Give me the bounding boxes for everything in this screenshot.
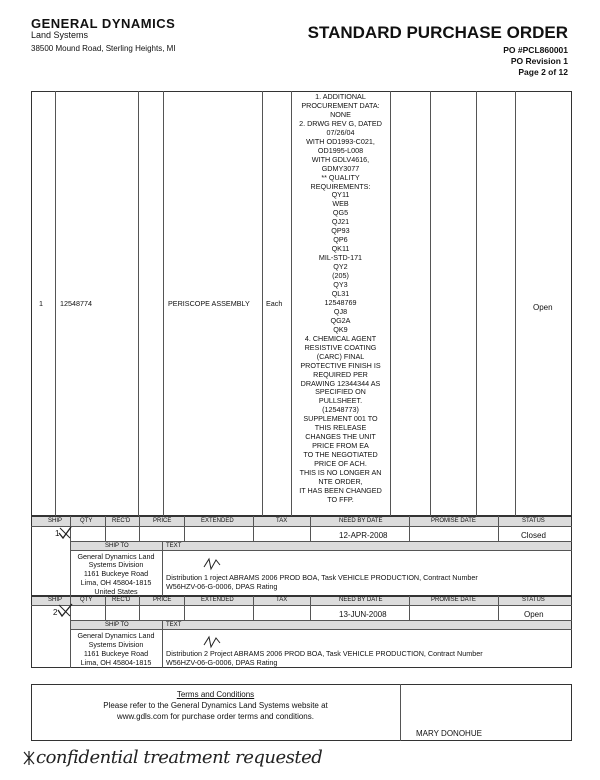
price-header: PRICE (153, 597, 172, 603)
need-by-date: 13-JUN-2008 (339, 610, 387, 619)
note-line: REQUIRED PER (313, 369, 368, 379)
company-address: 38500 Mound Road, Sterling Heights, MI (31, 44, 176, 53)
terms-line: www.gdls.com for purchase order terms and conditions. (117, 712, 314, 721)
company-name: GENERAL DYNAMICS (31, 16, 176, 31)
note-line: QY2 (333, 262, 348, 272)
ship-header: SHIP (48, 597, 63, 603)
note-line: WEB (332, 199, 349, 209)
ship-to-line: General Dynamics Land (77, 552, 155, 561)
shipment-text: Distribution 1 roject ABRAMS 2006 PROD BOA, Task VEHICLE PRODUCTION, Contract Number (166, 573, 478, 582)
check-mark-icon (58, 526, 72, 540)
note-line: QP93 (331, 226, 350, 236)
note-line: PROCUREMENT DATA: (301, 100, 380, 110)
shipment-status: Open (524, 610, 544, 619)
status-header: STATUS (522, 518, 545, 524)
ship-to-line: Lima, OH 45804-1815 (80, 658, 152, 667)
note-line: ** QUALITY (321, 172, 360, 182)
note-line: THIS IS NO LONGER AN (299, 468, 382, 478)
note-line: QG2A (330, 315, 351, 325)
asterisk-mark-icon (22, 750, 36, 766)
ship-to-line: Lima, OH 45804-1815 (80, 578, 152, 587)
note-line: PULLSHEET. (318, 396, 363, 406)
ship-header: SHIP (48, 518, 63, 524)
terms-line: Please refer to the General Dynamics Land Systems website at (103, 701, 328, 710)
note-line: WITH GDLV4616, (311, 154, 370, 164)
shipment-status: Closed (521, 531, 546, 540)
recd-header: REC'D (112, 518, 131, 524)
promise-header: PROMISE DATE (431, 597, 476, 603)
note-line: THIS RELEASE (314, 423, 367, 433)
note-line: GDMY3077 (321, 163, 360, 173)
note-line: PRICE OF ACH. (314, 459, 367, 469)
note-line: 12548769 (324, 297, 357, 307)
ship-to-line: Systems Division (88, 640, 144, 649)
note-line: QJ21 (331, 217, 350, 227)
handwritten-mark-icon (203, 635, 221, 649)
note-line: RESISTIVE COATING (304, 342, 377, 352)
note-line: 1. ADDITIONAL (315, 92, 366, 101)
note-line: PROTECTIVE FINISH IS (300, 360, 381, 370)
ship-to-line: 1161 Buckeye Road (83, 649, 149, 658)
item-description: PERISCOPE ASSEMBLY (168, 299, 250, 308)
note-line: QY3 (333, 280, 348, 290)
shipment-number: 2 (53, 608, 58, 617)
status-header: STATUS (522, 597, 545, 603)
line-number: 1 (39, 299, 43, 308)
note-line: 4. CHEMICAL AGENT (304, 333, 377, 343)
note-line: (CARC) FINAL (316, 351, 365, 361)
extended-header: EXTENDED (201, 518, 234, 524)
tax-header: TAX (276, 518, 288, 524)
shipment-text: Distribution 2 Project ABRAMS 2006 PROD BOA, Task VEHICLE PRODUCTION, Contract Number (166, 649, 483, 658)
promise-header: PROMISE DATE (431, 518, 476, 524)
extended-header: EXTENDED (201, 597, 234, 603)
unit-of-measure: Each (266, 299, 283, 308)
shipment-text: W56HZV-06-G-0006, DPAS Rating (166, 582, 278, 591)
note-line: DRAWING 12344344 AS (300, 378, 381, 388)
note-line: TO FFP. (327, 494, 354, 504)
handwritten-note: confidential treatment requested (36, 747, 323, 768)
price-header: PRICE (153, 518, 172, 524)
need-by-header: NEED BY DATE (339, 597, 383, 603)
handwritten-mark-icon (203, 557, 221, 571)
po-title: STANDARD PURCHASE ORDER (307, 23, 568, 42)
po-page: Page 2 of 12 (518, 67, 568, 77)
note-line: SUPPLEMENT 001 TO (303, 414, 378, 424)
part-number: 12548774 (60, 299, 92, 308)
note-line: OD1995-L008 (317, 145, 364, 155)
company-division: Land Systems (31, 30, 89, 40)
need-by-date: 12-APR-2008 (339, 531, 388, 540)
ship-to-line: General Dynamics Land (77, 631, 155, 640)
note-line: CHANGES THE UNIT (305, 432, 376, 442)
text-header: TEXT (166, 622, 182, 628)
note-line: REQUIREMENTS: (310, 181, 371, 191)
line-status: Open (533, 303, 553, 312)
qty-header: QTY (80, 518, 93, 524)
line-notes (291, 93, 390, 505)
note-line: QP6 (333, 235, 348, 245)
note-line: IT HAS BEEN CHANGED (299, 485, 382, 495)
note-line: SPECIFIED ON (315, 387, 366, 397)
note-line: PRICE FROM EA (312, 441, 369, 451)
qty-header: QTY (80, 597, 93, 603)
terms-title[interactable]: Terms and Conditions (176, 690, 255, 699)
note-line: QY11 (331, 190, 350, 200)
ship-to-line: United States (94, 587, 138, 596)
shipment-text: W56HZV-06-G-0006, DPAS Rating (166, 658, 278, 667)
need-by-header: NEED BY DATE (339, 518, 383, 524)
note-line: (205) (332, 271, 349, 281)
note-line: QJ8 (333, 306, 348, 316)
ship-to-header: SHIP TO (105, 622, 129, 628)
text-header: TEXT (166, 543, 182, 549)
signer-name: MARY DONOHUE (416, 729, 482, 738)
note-line: TO THE NEGOTIATED (303, 450, 378, 460)
note-line: 07/26/04 (326, 127, 355, 137)
ship-to-line: 1161 Buckeye Road (83, 569, 149, 578)
note-line: 2. DRWG REV G, DATED (299, 118, 382, 128)
po-revision: PO Revision 1 (510, 56, 568, 66)
note-line: QG5 (332, 208, 349, 218)
ship-to-line: Systems Division (88, 560, 144, 569)
note-line: QK9 (333, 324, 348, 334)
note-line: MIL-STD-171 (318, 253, 363, 263)
po-number: PO #PCL860001 (503, 45, 568, 55)
tax-header: TAX (276, 597, 288, 603)
ship-to-header: SHIP TO (105, 543, 129, 549)
note-line: WITH OD1993-C021, (306, 136, 375, 146)
note-line: QK11 (331, 244, 350, 254)
note-line: (12548773) (322, 405, 359, 415)
recd-header: REC'D (112, 597, 131, 603)
check-mark-icon (57, 602, 73, 618)
note-line: NONE (330, 109, 351, 119)
shipment-number: 1 (55, 529, 60, 538)
note-line: QL31 (331, 288, 350, 298)
note-line: NTE ORDER, (318, 476, 363, 486)
